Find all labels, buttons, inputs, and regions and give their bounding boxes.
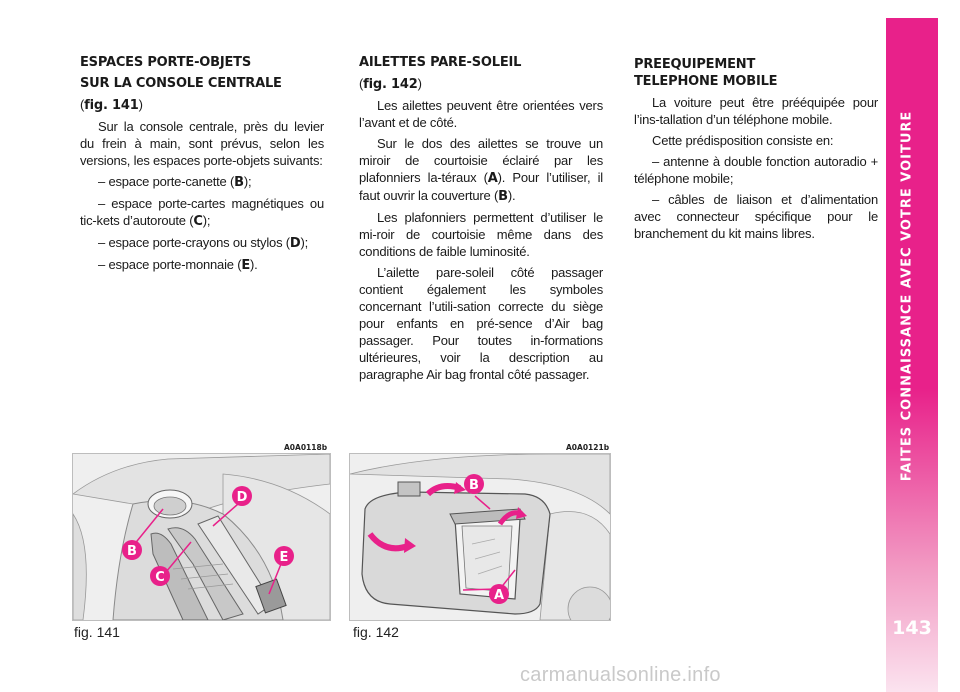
paragraph: – câbles de liaison et d’alimentation avec connecteur spécifique pour le branchement du kit mains libres. [634,192,878,241]
watermark: carmanualsonline.info [520,664,721,686]
figure-code: A0A0118b [284,443,328,452]
paragraph: La voiture peut être prééquipée pour l’ins-tallation d’un téléphone mobile. [634,95,878,127]
list-item: – espace porte-crayons ou stylos (D); [98,235,309,251]
figure-reference: (fig. 142) [359,76,422,92]
column-phone [634,56,878,246]
svg-text:C: C [155,570,165,585]
svg-text:B: B [127,544,137,559]
sun-visor-illustration [350,454,610,620]
column-sun-visors [359,54,603,387]
paragraph: Sur le dos des ailettes se trouve un miroir de courtoisie éclairé par les plafonniers la-téraux (A). Pour l’utiliser, il faut ouvrir la couverture (B). [359,136,603,204]
section-title-line2: SUR LA CONSOLE CENTRALE [80,76,282,91]
callout-c [150,566,170,586]
intro-paragraph: Sur la console centrale, près du levier du frein à main, sont prévus, selon les versions, les espaces porte-objets suivants: [80,119,324,168]
svg-text:B: B [469,478,479,493]
list-item: – espace porte-monnaie (E). [98,257,258,273]
section-title: AILETTES PARE-SOLEIL [359,55,522,70]
callout-b [122,540,142,560]
paragraph: L’ailette pare-soleil côté passager contient également les symboles concernant l’utili-sation correcte du siège pour enfants en pré-sence d’Air bag passager. Pour toutes in-formations ultérieures, voir la description au paragraphe Air bag frontal côté passager. [359,265,603,382]
figure-141-console [72,453,331,621]
figure-142-sun-visor [349,453,611,621]
page-number: 143 [892,617,932,639]
figure-caption: fig. 141 [74,624,120,640]
paragraph: Les ailettes peuvent être orientées vers l’avant et de côté. [359,98,603,130]
callout-d [232,486,252,506]
column-storage [80,54,324,278]
chapter-title: FAITES CONNAISSANCE AVEC VOTRE VOITURE [899,110,915,481]
svg-text:E: E [279,550,289,565]
figure-caption: fig. 142 [353,624,399,640]
chapter-side-tab [886,18,938,692]
svg-text:D: D [236,490,248,505]
callout-e [274,546,294,566]
section-heading: PREEQUIPEMENT TELEPHONE MOBILE [634,57,778,89]
section-title: ESPACES PORTE-OBJETS [80,55,252,70]
svg-text:A: A [493,588,505,603]
console-illustration [73,454,330,620]
paragraph: Les plafonniers permettent d’utiliser le mi-roir de courtoisie même dans des conditions de faible luminosité. [359,210,603,259]
figure-code: A0A0121b [566,443,610,452]
paragraph: Cette prédisposition consiste en: [652,133,834,148]
paragraph: – antenne à double fonction autoradio + téléphone mobile; [634,154,878,186]
callout-a [489,584,509,604]
list-item: – espace porte-cartes magnétiques ou tic-kets d’autoroute (C); [80,196,324,229]
list-item: – espace porte-canette (B); [98,174,252,190]
figure-reference: (fig. 141) [80,97,143,113]
callout-b [464,474,484,494]
